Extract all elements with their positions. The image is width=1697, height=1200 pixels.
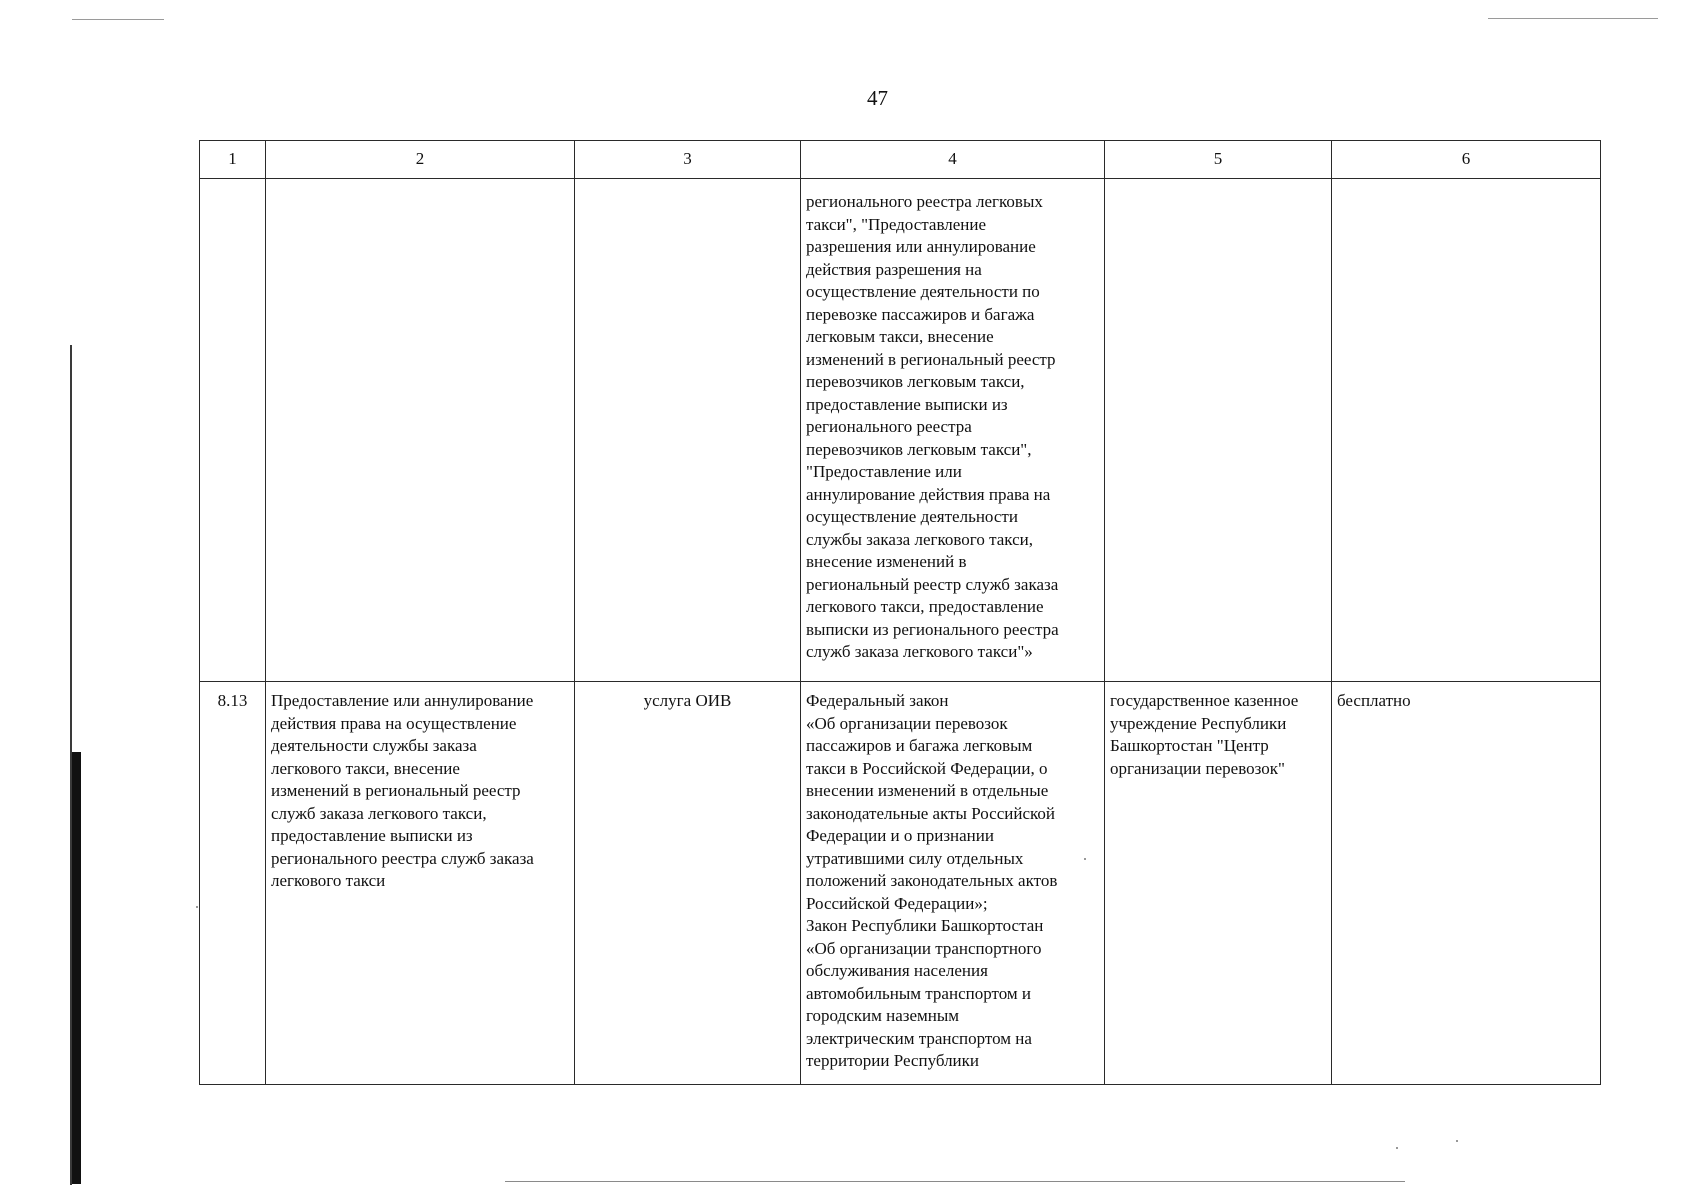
provider-cell: государственное казенное учреждение Республики Башкортостан "Центр организации перевозок"	[1105, 682, 1332, 1085]
fee-cell	[1332, 179, 1601, 682]
service-name-cell	[266, 179, 575, 682]
scan-edge-line	[1488, 18, 1658, 19]
column-header-2: 2	[266, 141, 575, 179]
column-header-1: 1	[200, 141, 266, 179]
scan-edge-line	[72, 19, 164, 20]
scan-speck	[1396, 1147, 1398, 1149]
row-number-cell	[200, 179, 266, 682]
binding-shadow	[72, 752, 81, 1184]
column-header-3: 3	[575, 141, 801, 179]
table-row-continued	[200, 179, 1601, 682]
column-header-4: 4	[801, 141, 1105, 179]
page-number: 47	[867, 86, 888, 110]
service-type-cell	[575, 179, 801, 682]
column-header-6: 6	[1332, 141, 1601, 179]
legal-basis-cell: регионального реестра легковых такси", "Предоставление разрешения или аннулирование действия разрешения на осуществление деятельности по перевозке пассажиров и багажа легковым такси, внесение изменений в региональный реестр перевозчиков легковым такси, предоставление выписки из регионального реестра перевозчиков легковым такси", "Предоставление или аннулирование действия права на осуществление деятельности службы заказа легкового такси, внесение изменений в региональный реестр служб заказа легкового такси, предоставление выписки из регионального реестра служб заказа легкового такси"»	[801, 179, 1105, 682]
services-table	[199, 140, 1601, 1085]
scan-speck	[1456, 1140, 1458, 1142]
legal-basis-cell: Федеральный закон «Об организации перевозок пассажиров и багажа легковым такси в Российской Федерации, о внесении изменений в отдельные законодательные акты Российской Федерации и о признании утратившими силу отдельных положений законодательных актов Российской Федерации»; Закон Республики Башкортостан «Об организации транспортного обслуживания населения автомобильным транспортом и городским наземным электрическим транспортом на территории Республики	[801, 682, 1105, 1085]
provider-cell	[1105, 179, 1332, 682]
service-name-cell: Предоставление или аннулирование действия права на осуществление деятельности службы заказа легкового такси, внесение изменений в региональный реестр служб заказа легкового такси, предоставление выписки из регионального реестра служб заказа легкового такси	[266, 682, 575, 1085]
service-type-cell: услуга ОИВ	[575, 682, 801, 1085]
table-header-row	[200, 141, 1601, 179]
table-row-8-13	[200, 682, 1601, 1085]
scan-edge-line	[505, 1181, 1405, 1182]
column-header-5: 5	[1105, 141, 1332, 179]
row-number-cell: 8.13	[200, 682, 266, 1085]
scan-speck	[196, 906, 198, 908]
fee-cell: бесплатно	[1332, 682, 1601, 1085]
